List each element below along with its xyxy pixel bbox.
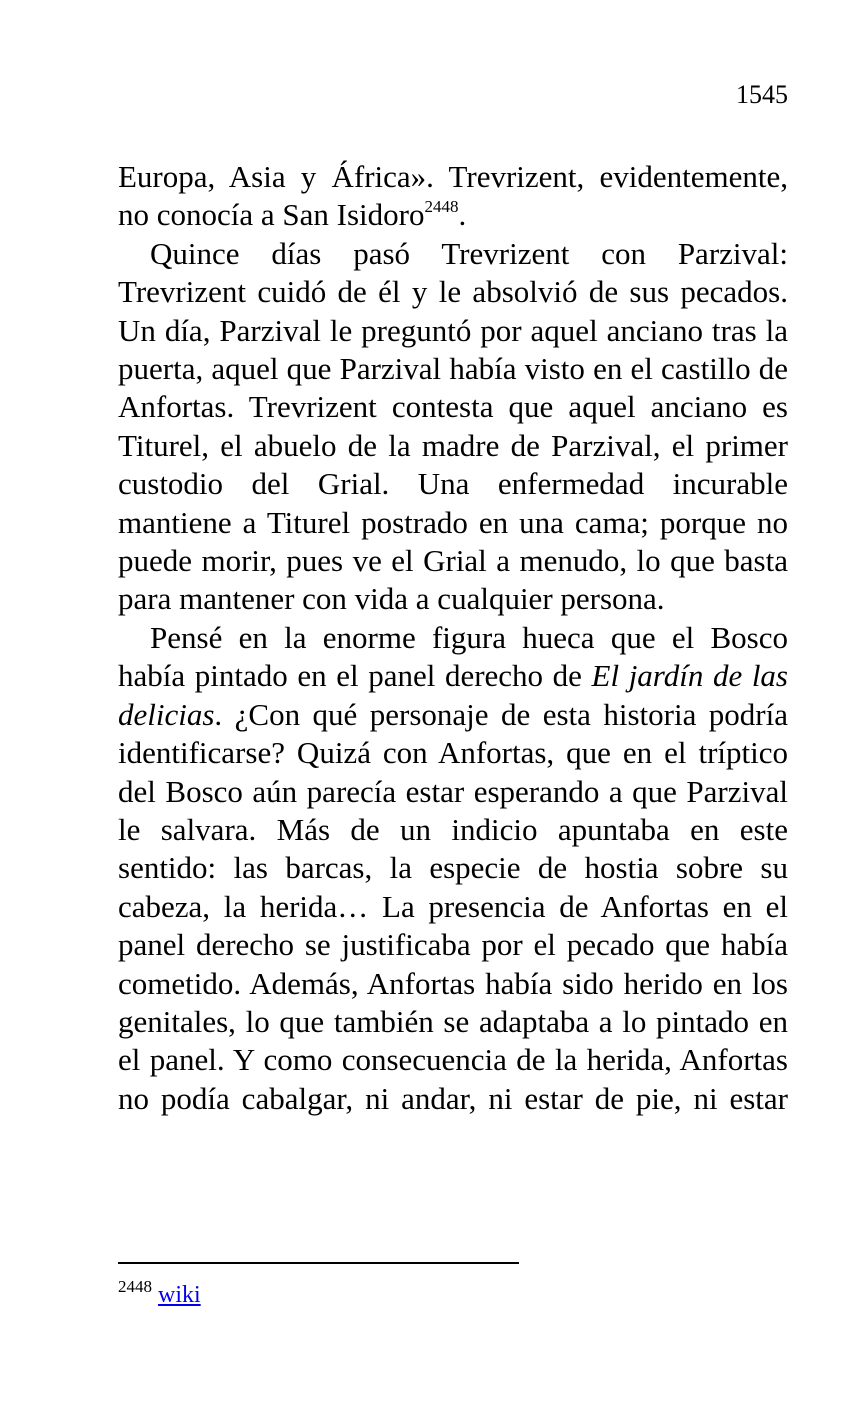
paragraph-2: Quince días pasó Trevrizent con Parzival: Trevrizent cuidó de él y le absolvió de sus pecados. Un día, Parzival le preguntó por aquel anciano tras la puerta, aquel que Parzival había visto en el castillo de Anfortas. Trevrizent contesta que aquel anciano es Titurel, el abuelo de la madre de Parzival, el primer custodio del Grial. Una enfermedad incurable mantiene a Titurel postrado en una cama; porque no puede morir, pues ve el Grial a menudo, lo que basta para mantener con vida a cualquier persona. [118,235,788,617]
body-text [118,158,788,1118]
paragraph-1-end: . [458,197,467,233]
footnote [118,1277,201,1310]
footnote-number: 2448 [118,1277,152,1296]
painting-title: El jardín de las delicias [118,658,788,732]
paragraph-3-text-start: Pensé en la enorme figura hueca que el Bosco había pintado en el panel derecho de [118,619,788,694]
paragraph-3 [118,619,788,1118]
paragraph-1 [118,158,788,235]
page-number: 1545 [736,80,788,109]
paragraph-1-text: Europa, Asia y África». Trevrizent, evidentemente, no conocía a San Isidoro [118,159,788,233]
footnote-wiki-link[interactable]: wiki [158,1282,201,1308]
paragraph-3-text-end: . ¿Con qué personaje de esta historia podría identificarse? Quizá con Anfortas, que en el tríptico del Bosco aún parecía estar esperando a que Parzival le salvara. Más de un indicio apuntaba en este sentido: las barcas, la especie de hostia sobre su cabeza, la herida… La presencia de Anfortas en el panel derecho se justificaba por el pecado que había cometido. Además, Anfortas había sido herido en los genitales, lo que también se adaptaba a lo pintado en el panel. Y como consecuencia de la herida, Anfortas no podía cabalgar, ni andar, ni estar de pie, ni estar [118,696,788,1116]
footnote-divider [118,1262,519,1264]
footnote-reference[interactable]: 2448 [424,197,459,217]
